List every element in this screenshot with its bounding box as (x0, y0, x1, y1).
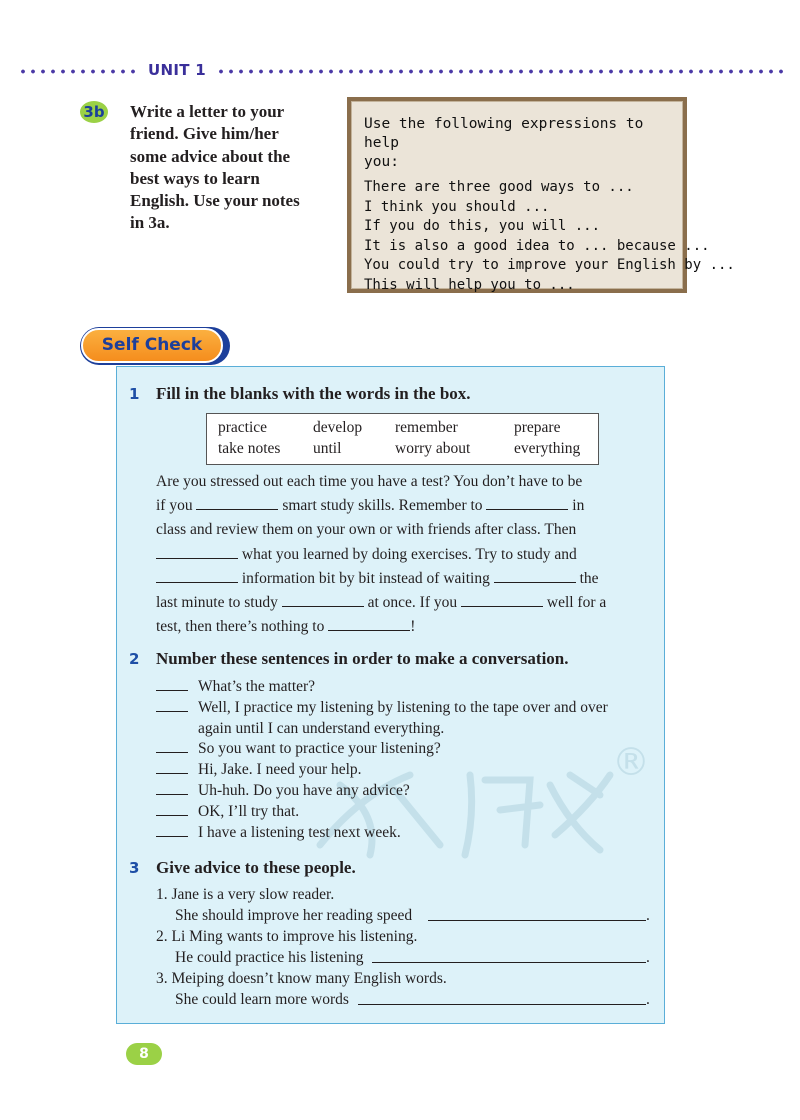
expression-line: If you do this, you will ... (364, 218, 601, 235)
word-box-item: develop (313, 419, 363, 436)
fill-blank[interactable] (156, 545, 238, 559)
advice-answer-row (156, 989, 651, 1010)
conversation-text: So you want to practice your listening? (198, 740, 441, 758)
expression-line: It is also a good idea to ... because ... (364, 237, 710, 254)
passage-text: if you (156, 497, 193, 515)
passage-text: well for a (546, 594, 607, 612)
expression-line: You could try to improve your English by ... (364, 257, 735, 274)
order-blank[interactable] (156, 690, 188, 691)
q1-passage (156, 470, 646, 639)
conversation-line (156, 677, 636, 698)
task-3b-line: Write a letter to your (130, 102, 285, 121)
q2-instruction: Number these sentences in order to make a conversation. (156, 649, 569, 668)
conversation-text: What’s the matter? (198, 678, 316, 695)
header-dots-left (18, 69, 138, 74)
conversation-line (156, 739, 636, 760)
answer-lead: She could learn more words (175, 991, 349, 1008)
conversation-list (156, 677, 636, 843)
passage-line (156, 494, 646, 518)
order-blank[interactable] (156, 794, 188, 795)
passage-text: the (579, 569, 599, 587)
unit-header (18, 60, 788, 82)
fill-blank[interactable] (461, 593, 543, 607)
advice-prompt: 3. Meiping doesn’t know many English words. (156, 970, 447, 987)
q3-instruction: Give advice to these people. (156, 858, 356, 877)
word-box-item: until (313, 440, 342, 457)
answer-line[interactable] (428, 920, 646, 921)
task-badge-3b: 3b (80, 101, 108, 123)
passage-line (156, 543, 646, 567)
word-box-item: prepare (514, 419, 561, 436)
conversation-text: Hi, Jake. I need your help. (198, 761, 362, 779)
passage-text: in (572, 497, 585, 515)
conversation-text: Uh-huh. Do you have any advice? (198, 781, 410, 799)
conversation-line (156, 802, 636, 823)
word-box (206, 413, 599, 465)
expression-line: There are three good ways to ... (364, 179, 634, 195)
order-blank[interactable] (156, 752, 188, 753)
passage-text: what you learned by doing exercises. Try to study and (241, 545, 577, 563)
fill-blank[interactable] (494, 569, 576, 583)
passage-text: information bit by bit instead of waiting (241, 569, 490, 587)
q3-number: 3 (129, 859, 140, 877)
fill-blank[interactable] (156, 569, 238, 583)
task-3b-line: best ways to learn (130, 168, 260, 188)
expressions-title-line: you: (364, 154, 399, 170)
fill-blank[interactable] (486, 496, 568, 510)
expressions-title (364, 115, 664, 172)
order-blank[interactable] (156, 773, 188, 774)
passage-text: smart study skills. Remember to (282, 497, 483, 515)
passage-line (156, 615, 646, 639)
page-number: 8 (126, 1043, 162, 1065)
conversation-text: OK, I’ll try that. (198, 802, 300, 820)
self-check-title: Self Check (81, 328, 223, 363)
answer-lead: He could practice his listening (175, 949, 364, 966)
word-box-item: remember (395, 419, 458, 436)
task-3b-line: friend. Give him/her (130, 124, 279, 144)
order-blank[interactable] (156, 815, 188, 816)
fill-blank[interactable] (328, 617, 410, 631)
passage-line (156, 470, 646, 494)
passage-line (156, 518, 646, 542)
header-dots-right (216, 69, 788, 74)
task-3b-line: in 3a. (130, 213, 170, 233)
task-3b-instructions (130, 101, 335, 235)
conversation-text: again until I can understand everything. (198, 719, 445, 737)
q2-number: 2 (129, 650, 140, 668)
answer-line[interactable] (372, 962, 646, 963)
unit-title: UNIT 1 (148, 61, 207, 79)
expression-line: This will help you to ... (364, 276, 575, 293)
expressions-box (347, 97, 735, 293)
task-3b-line: English. Use your notes (130, 191, 300, 211)
passage-text: test, then there’s nothing to (156, 618, 325, 636)
advice-prompt: 2. Li Ming wants to improve his listening. (156, 928, 418, 945)
q1-number: 1 (129, 385, 140, 403)
answer-line[interactable] (358, 1004, 646, 1005)
conversation-line (156, 698, 636, 719)
passage-text: Are you stressed out each time you have a test? You don’t have to be (156, 473, 583, 490)
order-blank[interactable] (156, 711, 188, 712)
word-box-item: worry about (395, 440, 471, 457)
passage-text: at once. If you (367, 594, 458, 612)
conversation-text: Well, I practice my listening by listening to the tape over and over (198, 698, 608, 716)
passage-text: last minute to study (156, 594, 278, 612)
end-mark: . (646, 949, 650, 966)
advice-list (156, 884, 651, 1010)
end-mark: . (646, 991, 650, 1008)
fill-blank[interactable] (196, 496, 278, 510)
q1-instruction: Fill in the blanks with the words in the box. (156, 384, 471, 403)
expression-line: I think you should ... (364, 198, 550, 215)
word-box-item: take notes (218, 440, 281, 457)
conversation-text: I have a listening test next week. (198, 823, 401, 841)
conversation-line (156, 823, 636, 844)
order-blank[interactable] (156, 836, 188, 837)
conversation-line (156, 760, 636, 781)
task-3b-line: some advice about the (130, 146, 291, 166)
conversation-line (156, 781, 636, 802)
expressions-title-line: Use the following expressions to help (364, 116, 644, 151)
passage-text: ! (410, 618, 416, 636)
end-mark: . (646, 907, 650, 924)
passage-text: class and review them on your own or with friends after class. Then (156, 521, 577, 539)
word-box-item: practice (218, 419, 268, 436)
advice-answer-row (156, 905, 651, 926)
passage-line (156, 591, 646, 615)
advice-answer-row (156, 947, 651, 968)
word-box-item: everything (514, 440, 581, 457)
answer-lead: She should improve her reading speed (175, 907, 413, 924)
passage-line (156, 567, 646, 591)
advice-prompt: 1. Jane is a very slow reader. (156, 886, 335, 903)
fill-blank[interactable] (282, 593, 364, 607)
conversation-line (156, 719, 636, 740)
